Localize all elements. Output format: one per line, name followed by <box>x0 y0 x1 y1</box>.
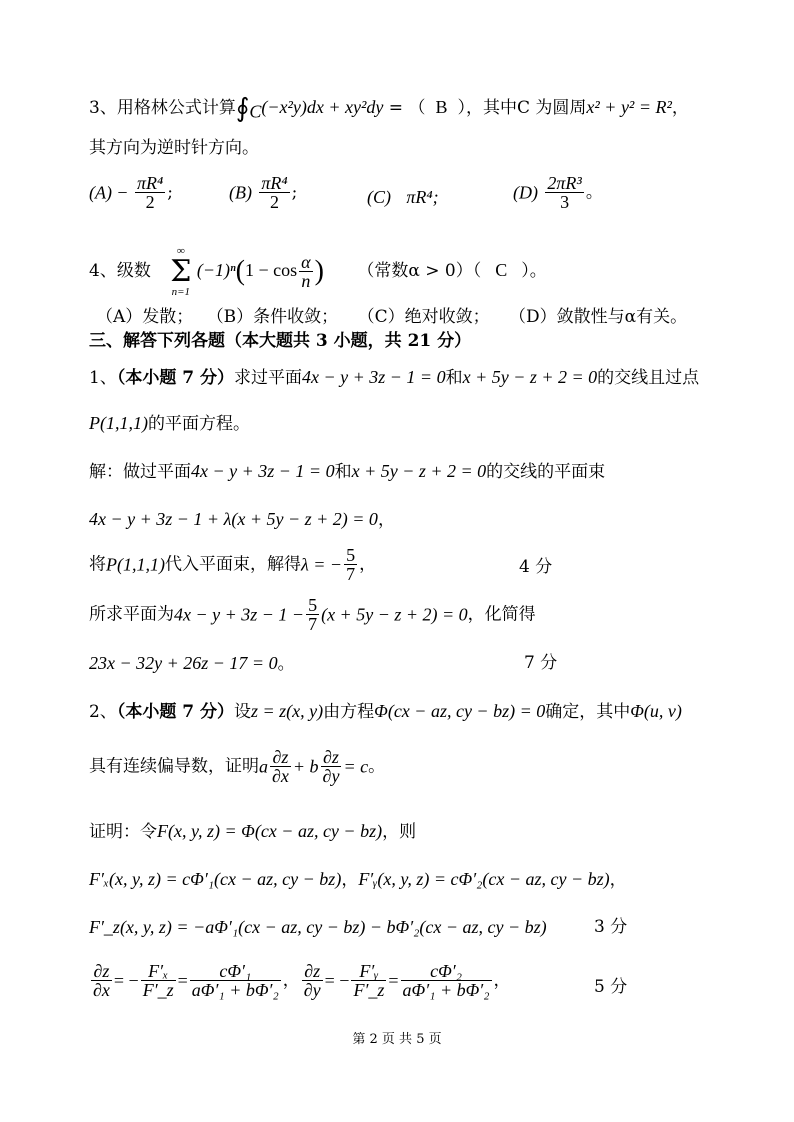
fraction-denominator: 7 <box>308 614 318 634</box>
fraction-denominator: 3 <box>560 192 570 212</box>
q4-prefix: 4、级数 <box>89 261 151 281</box>
result-fraction <box>306 596 319 633</box>
statement-text: 由方程 <box>323 702 375 722</box>
solution-text: 的交线的平面束 <box>486 462 606 482</box>
problem-number: 2、 <box>89 702 117 722</box>
p2-statement <box>89 700 682 723</box>
dz-dx <box>91 962 112 999</box>
dz-dx <box>270 748 291 785</box>
statement-text: 具有连续偏导数，证明 <box>89 756 259 777</box>
fraction-numerator: ∂z <box>321 748 342 767</box>
option-label: (B) <box>229 182 252 203</box>
contour-integral-sign: ∮ <box>235 93 250 124</box>
fraction-numerator: ∂z <box>91 962 112 981</box>
option-sign: − <box>117 182 128 203</box>
fy-derivative: F′ᵧ(x, y, z) = cΦ′₂(cx − az, cy − bz) <box>358 869 610 889</box>
statement-text: 的平面方程。 <box>147 414 250 434</box>
q3-option-b <box>229 174 297 211</box>
q4-fraction <box>299 253 312 290</box>
option-label: (C) <box>367 187 391 207</box>
q3-option-d <box>513 174 603 211</box>
statement-text: 确定，其中 <box>545 702 631 722</box>
q4-option-b: （B）条件收敛； <box>206 307 339 327</box>
punct: ， <box>377 510 395 530</box>
problem-points: （本小题 7 分） <box>116 368 234 388</box>
fraction-numerator: cΦ′₂ <box>401 962 492 981</box>
q4-cos-term: 1 − cos <box>245 260 298 280</box>
q4-close: ）。 <box>521 261 547 281</box>
summation <box>170 246 191 298</box>
fraction-numerator: πR⁴ <box>136 173 164 193</box>
q4-answer: C <box>495 260 508 280</box>
fraction-numerator: α <box>301 252 311 272</box>
punct: ， <box>359 554 377 575</box>
punct: ， <box>282 970 300 991</box>
q4-line1 <box>89 244 547 296</box>
punct: 。 <box>368 756 386 777</box>
option-tail: ; <box>167 182 173 203</box>
equals: = <box>388 970 399 991</box>
punct: ， <box>609 870 627 890</box>
option-fraction <box>135 174 165 211</box>
q4-sign-term: (−1)ⁿ <box>196 260 236 280</box>
q3-paren-close: ），其中 <box>457 98 517 118</box>
punct: 。 <box>277 654 295 674</box>
equals-c: = c <box>343 756 369 777</box>
contour-label: C <box>249 101 262 122</box>
result-y-fraction <box>401 962 492 999</box>
fraction-denominator: aΦ′₁ + bΦ′₂ <box>191 980 279 1000</box>
result-rhs: (x + 5y − z + 2) = 0 <box>321 604 468 625</box>
dz-dy <box>302 962 323 999</box>
proof-text: ，则 <box>382 822 417 842</box>
page-footer: 第 2 页 共 5 页 <box>352 1032 442 1047</box>
plus-b: + b <box>292 756 319 777</box>
fy-over-fz <box>351 962 386 999</box>
q3-circle-equation: x² + y² = R² <box>586 97 672 117</box>
fraction-denominator: n <box>301 271 311 291</box>
q4-option-a: （A）发散； <box>96 307 194 327</box>
sum-lower: n=1 <box>171 285 191 298</box>
p2-partials-line <box>89 962 511 1010</box>
solution-text: 所求平面为 <box>89 604 174 625</box>
connector-and: 和 <box>334 462 352 482</box>
fraction-numerator: πR⁴ <box>261 173 288 193</box>
p2-proof-line1 <box>89 820 416 843</box>
fx-derivative: F′ₓ(x, y, z) = cΦ′₁(cx − az, cy − bz) <box>89 869 342 889</box>
equals: = <box>177 970 188 991</box>
problem-points: （本小题 7 分） <box>116 702 234 722</box>
lambda-lhs: λ = − <box>300 554 343 575</box>
fx-over-fz <box>141 962 176 999</box>
connector-and: 和 <box>445 368 463 388</box>
fraction-denominator: F′_z <box>142 980 174 1000</box>
p1-statement-line2 <box>89 412 250 435</box>
equals-minus: = − <box>324 970 350 991</box>
q3-answer: B <box>435 97 448 117</box>
q3-line2: 其方向为逆时针方向。 <box>89 138 259 158</box>
problem-number: 1、 <box>89 368 117 388</box>
p1-final <box>89 652 295 675</box>
q4-option-d: （D）敛散性与α有关。 <box>509 307 688 327</box>
fraction-denominator: F′_z <box>353 980 385 1000</box>
point-p: P(1,1,1) <box>89 413 148 433</box>
fraction-denominator: 2 <box>145 192 155 212</box>
p1-plane-beam <box>89 508 395 531</box>
p1-score-4: 4 分 <box>519 557 553 577</box>
fraction-denominator: 2 <box>270 192 280 212</box>
option-fraction <box>545 174 583 211</box>
implicit-equation: Φ(cx − az, cy − bz) = 0 <box>374 701 546 721</box>
sum-symbol: Σ <box>170 253 192 289</box>
punct: ， <box>341 870 359 890</box>
p2-statement-line2 <box>89 748 385 794</box>
plane-2: x + 5y − z + 2 = 0 <box>351 461 487 481</box>
option-label: (D) <box>513 182 538 203</box>
q3-line1 <box>89 93 689 124</box>
p1-score-7: 7 分 <box>524 653 558 673</box>
p2-score-3: 3 分 <box>594 917 628 937</box>
fraction-numerator: cΦ′₁ <box>190 962 281 981</box>
proof-text: 证明：令 <box>89 822 157 842</box>
paren-left: ( <box>235 255 245 287</box>
option-fraction <box>259 174 289 211</box>
fraction-denominator: ∂y <box>303 980 321 1000</box>
fraction-numerator: 5 <box>308 595 318 615</box>
p2-score-5: 5 分 <box>594 977 628 997</box>
solution-text: 解：做过平面 <box>89 462 191 482</box>
fraction-numerator: ∂z <box>302 962 323 981</box>
q3-paren-open: = （ <box>383 98 426 118</box>
p2-fz-line <box>89 916 547 939</box>
fraction-denominator: 7 <box>346 564 356 584</box>
statement-text: 求过平面 <box>234 368 302 388</box>
result-lhs: 4x − y + 3z − 1 − <box>174 604 305 625</box>
q3-prefix: 3、用格林公式计算 <box>89 98 236 118</box>
section-3-title: 三、解答下列各题（本大题共 3 小题，共 21 分） <box>89 331 472 351</box>
lambda-fraction <box>344 546 357 583</box>
p1-result-line <box>89 596 536 640</box>
p1-solution-line1 <box>89 460 605 483</box>
plane-2: x + 5y − z + 2 = 0 <box>462 367 598 387</box>
q4-option-c: （C）绝对收敛； <box>357 307 490 327</box>
fraction-denominator: ∂y <box>322 766 340 786</box>
q3-integrand: (−x²y)dx + xy²dy <box>261 97 384 117</box>
punct: ， <box>493 970 511 991</box>
plane-1: 4x − y + 3z − 1 = 0 <box>302 367 446 387</box>
fz-derivative: F′_z(x, y, z) = −aΦ′₁(cx − az, cy − bz) − bΦ′₂(cx − az, cy − bz) <box>89 917 547 937</box>
option-label: (A) <box>89 182 112 203</box>
fraction-denominator: ∂x <box>272 766 289 786</box>
option-value: πR⁴; <box>406 187 439 207</box>
sum-upper: ∞ <box>176 244 185 257</box>
result-x-fraction <box>190 962 281 999</box>
phi-function: Φ(u, v) <box>630 701 682 721</box>
option-tail: 。 <box>585 182 603 203</box>
paren-right: ) <box>314 255 324 287</box>
q4-condition: （常数α > 0）（ <box>357 261 482 281</box>
solution-text: 将 <box>89 554 106 575</box>
q3-option-a <box>89 174 173 211</box>
fraction-numerator: ∂z <box>270 748 291 767</box>
fraction-numerator: F′ₓ <box>141 962 176 981</box>
fraction-numerator: 2πR³ <box>547 173 582 193</box>
fraction-numerator: 5 <box>346 545 356 565</box>
dz-dy <box>321 748 342 785</box>
p1-lambda-line <box>89 546 376 590</box>
q4-options <box>96 306 687 328</box>
q3-comma: ， <box>671 98 689 118</box>
q3-option-c <box>367 186 439 209</box>
fraction-denominator: aΦ′₁ + bΦ′₂ <box>402 980 490 1000</box>
plane-1: 4x − y + 3z − 1 = 0 <box>191 461 335 481</box>
option-tail: ; <box>291 182 298 203</box>
equals-minus: = − <box>113 970 139 991</box>
statement-text: 设 <box>234 702 251 722</box>
solution-text: ，化简得 <box>467 604 536 625</box>
q3-condition: C 为圆周 <box>516 98 587 118</box>
statement-text: 的交线且过点 <box>597 368 700 388</box>
final-plane-equation: 23x − 32y + 26z − 17 = 0 <box>89 653 278 673</box>
solution-text: 代入平面束，解得 <box>164 554 301 575</box>
p2-fx-fy-line <box>89 868 627 891</box>
point-p: P(1,1,1) <box>106 554 165 575</box>
plane-beam-equation: 4x − y + 3z − 1 + λ(x + 5y − z + 2) = 0 <box>89 509 378 529</box>
f-definition: F(x, y, z) = Φ(cx − az, cy − bz) <box>157 821 383 841</box>
fraction-numerator: F′ᵧ <box>351 962 386 981</box>
coef-a: a <box>259 756 268 777</box>
p1-statement <box>89 366 699 389</box>
fraction-denominator: ∂x <box>93 980 110 1000</box>
z-definition: z = z(x, y) <box>251 701 324 721</box>
